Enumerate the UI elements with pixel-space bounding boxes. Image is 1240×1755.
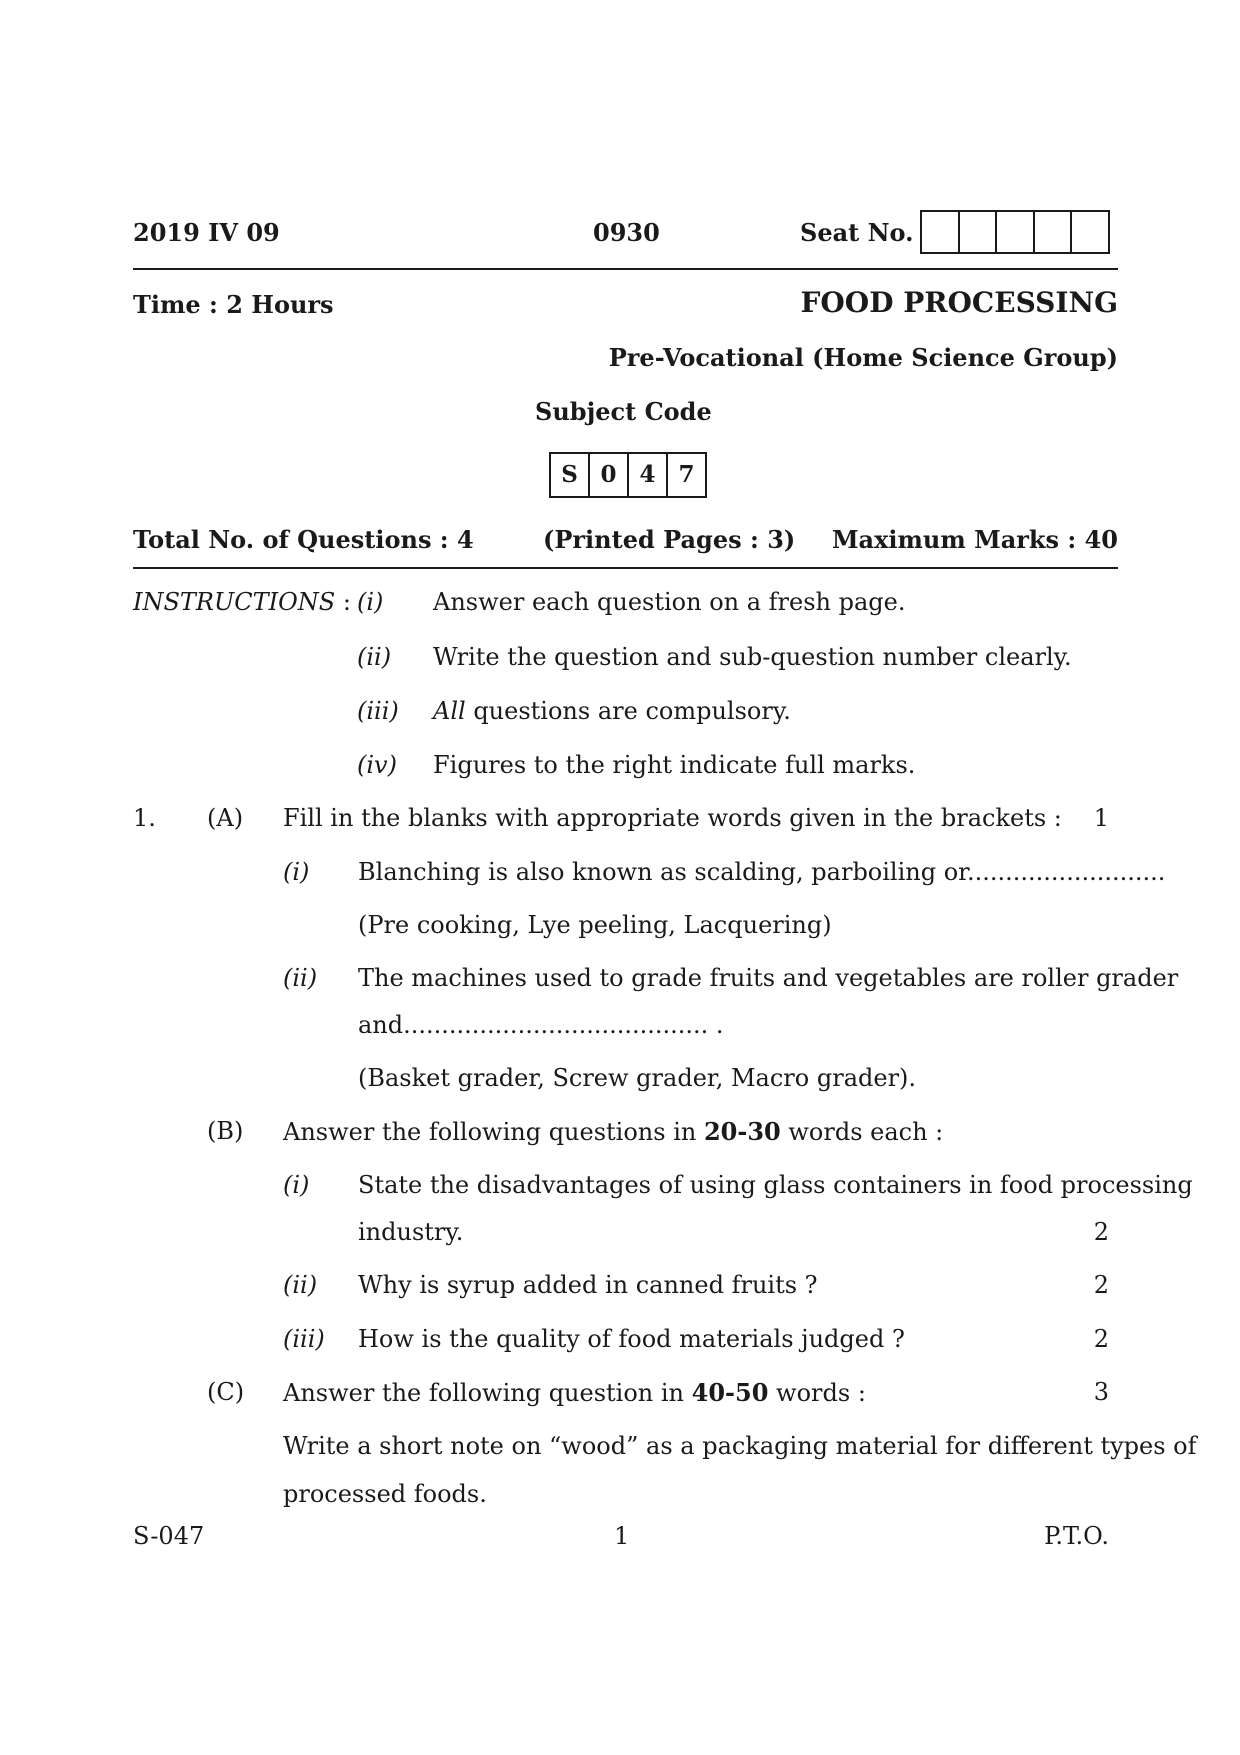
- instructions-heading: INSTRUCTIONS :: [133, 588, 351, 616]
- item-num: (ii): [283, 1271, 318, 1299]
- prompt-pre: Answer the following question in: [283, 1379, 692, 1407]
- seat-number-boxes[interactable]: [920, 210, 1110, 254]
- marks: 3: [1093, 1378, 1109, 1406]
- code-char: S: [561, 461, 578, 488]
- question-text: Write a short note on “wood” as a packaging material for different types of: [283, 1432, 1197, 1460]
- instruction-num: (i): [357, 588, 384, 616]
- item-text: Blanching is also known as scalding, parboiling or..........................: [358, 858, 1166, 886]
- section-rule: [133, 567, 1118, 569]
- pto: P.T.O.: [1044, 1522, 1109, 1550]
- seat-box[interactable]: [1070, 212, 1108, 252]
- header-rule: [133, 268, 1118, 270]
- instruction-text: Figures to the right indicate full marks.: [433, 751, 916, 779]
- paper-code: 0930: [593, 218, 660, 247]
- part-label: (C): [207, 1378, 245, 1406]
- item-num: (iii): [283, 1325, 325, 1353]
- item-options: (Basket grader, Screw grader, Macro grader).: [358, 1064, 917, 1092]
- part-label: (B): [207, 1117, 244, 1145]
- item-text-cont: and........................................ .: [358, 1011, 724, 1039]
- group: Pre-Vocational (Home Science Group): [608, 343, 1118, 372]
- item-text: The machines used to grade fruits and vegetables are roller grader: [358, 964, 1179, 992]
- instruction-num: (iii): [357, 697, 399, 725]
- prompt-post: words each :: [780, 1118, 944, 1146]
- code-char: 0: [588, 454, 627, 496]
- subject-code-boxes: [549, 452, 707, 498]
- seat-box[interactable]: [1033, 212, 1071, 252]
- code-char: 4: [627, 454, 666, 496]
- prompt-word-limit: 20-30: [703, 1117, 781, 1146]
- item-options: (Pre cooking, Lye peeling, Lacquering): [358, 911, 832, 939]
- item-num: (ii): [283, 964, 318, 992]
- instruction-text: [433, 697, 791, 725]
- seat-box[interactable]: [958, 212, 996, 252]
- footer-code: S-047: [133, 1522, 205, 1550]
- instruction-num: (ii): [357, 643, 392, 671]
- marks: 1: [1093, 804, 1109, 832]
- subject-title: FOOD PROCESSING: [800, 286, 1118, 319]
- exam-code: 2019 IV 09: [133, 218, 280, 247]
- marks: 2: [1093, 1271, 1109, 1299]
- instruction-text: Answer each question on a fresh page.: [433, 588, 906, 616]
- prompt-pre: Answer the following questions in: [283, 1118, 704, 1146]
- item-num: (i): [283, 1171, 310, 1199]
- prompt-word-limit: 40-50: [691, 1378, 769, 1407]
- instruction-rest: questions are compulsory.: [465, 697, 791, 725]
- part-prompt: [283, 1117, 943, 1146]
- part-label: (A): [207, 804, 244, 832]
- total-questions: Total No. of Questions : 4: [133, 525, 474, 554]
- prompt-post: words :: [768, 1379, 866, 1407]
- page-number: 1: [614, 1522, 630, 1550]
- item-text: State the disadvantages of using glass containers in food processing: [358, 1171, 1193, 1199]
- item-text: How is the quality of food materials judged ?: [358, 1325, 905, 1353]
- question-number: 1.: [133, 804, 156, 832]
- item-text-cont: industry.: [358, 1218, 464, 1246]
- instruction-num: (iv): [357, 751, 397, 779]
- seat-box[interactable]: [995, 212, 1033, 252]
- marks: 2: [1093, 1325, 1109, 1353]
- part-prompt: [283, 1378, 866, 1407]
- instructions-label: INSTRUCTIONS: [133, 588, 336, 616]
- marks: 2: [1093, 1218, 1109, 1246]
- code-char: 7: [666, 454, 705, 496]
- instruction-emphasis: All: [433, 697, 466, 725]
- seat-label: Seat No.: [800, 218, 914, 247]
- time: Time : 2 Hours: [133, 290, 334, 319]
- part-prompt: Fill in the blanks with appropriate words given in the brackets :: [283, 804, 1062, 832]
- max-marks: Maximum Marks : 40: [831, 525, 1118, 554]
- seat-box[interactable]: [922, 212, 958, 252]
- question-text-cont: processed foods.: [283, 1480, 487, 1508]
- instruction-text: Write the question and sub-question number clearly.: [433, 643, 1072, 671]
- item-text: Why is syrup added in canned fruits ?: [358, 1271, 818, 1299]
- subject-code-label: Subject Code: [535, 397, 712, 426]
- printed-pages: (Printed Pages : 3): [543, 525, 796, 554]
- item-num: (i): [283, 858, 310, 886]
